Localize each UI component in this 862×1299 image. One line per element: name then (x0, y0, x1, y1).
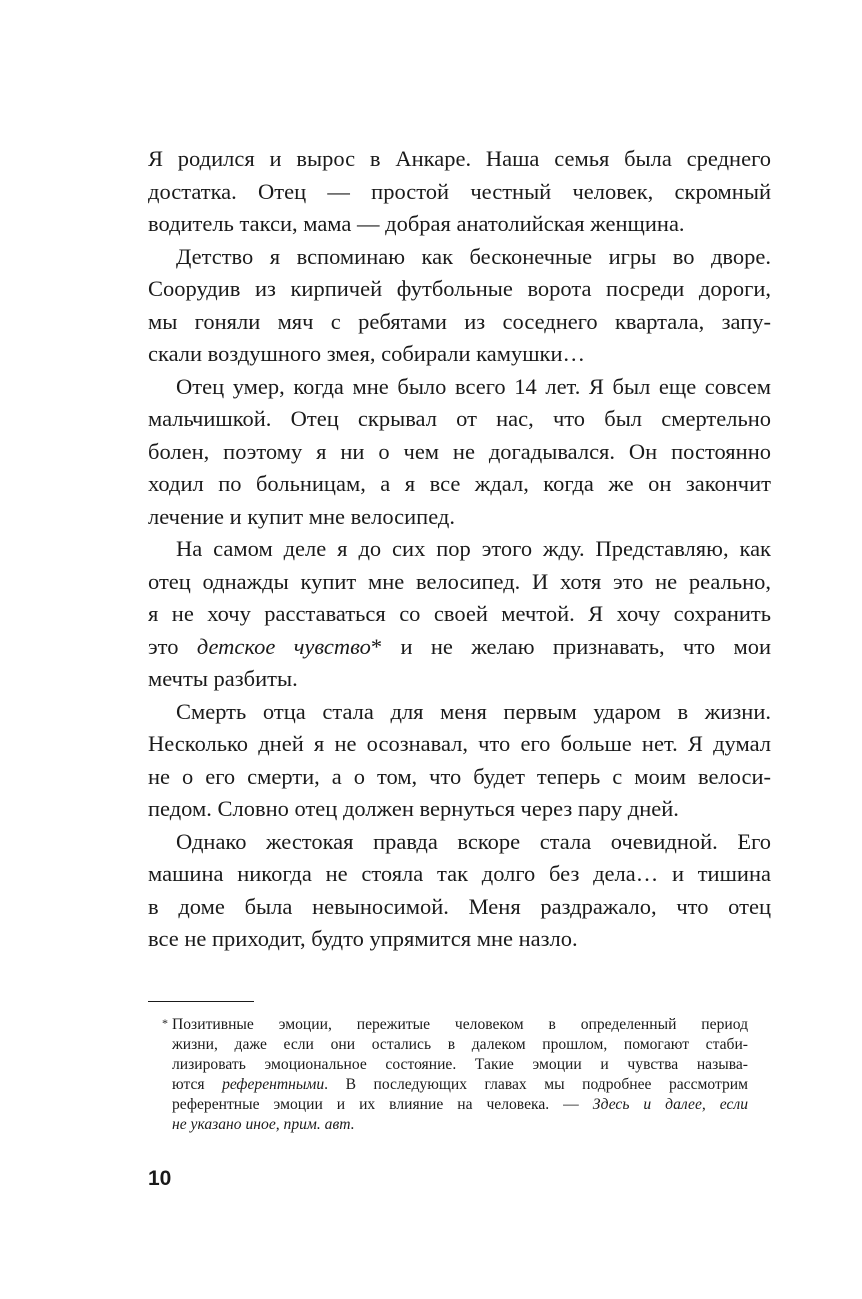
text-line (148, 371, 771, 404)
paragraph (148, 143, 771, 241)
text-line (148, 176, 771, 209)
text-line (172, 1015, 748, 1035)
paragraph (148, 826, 771, 956)
footnote-marker: * (162, 1016, 168, 1030)
text-line (148, 306, 771, 339)
text-segment: в доме была невыносимой. Меня раздражало, что отец (148, 893, 771, 919)
text-segment: водитель такси, мама — добрая анатолийская женщина. (148, 211, 685, 236)
text-line (148, 273, 771, 306)
text-line (148, 696, 771, 729)
paragraph (148, 241, 771, 371)
text-segment: достатка. Отец — простой честный человек, скромный (148, 178, 771, 204)
text-line (172, 1115, 748, 1135)
text-segment: референтные эмоции и их влияние на человека. — (172, 1096, 593, 1113)
text-segment: педом. Словно отец должен вернуться через пару дней. (148, 796, 679, 821)
italic-text: Здесь и далее, если (592, 1096, 749, 1113)
text-segment: Детство я вспоминаю как бесконечные игры во дворе. (176, 243, 771, 269)
text-line (172, 1095, 748, 1115)
main-text (148, 143, 771, 956)
text-segment: Несколько дней я не осознавал, что его больше нет. Я думал (148, 731, 771, 756)
text-line (148, 761, 771, 794)
text-segment: лечение и купит мне велосипед. (148, 503, 455, 529)
footnote (162, 1015, 749, 1135)
text-segment: болен, поэтому я ни о чем не догадывался. Он постоянно (148, 438, 771, 464)
text-segment: все не приходит, будто упрямится мне назло. (148, 926, 578, 951)
text-segment: мальчишкой. Отец скрывал от нас, что был смертельно (148, 406, 771, 431)
text-line (148, 728, 771, 761)
italic-text: референтными (222, 1076, 325, 1093)
text-line (148, 598, 771, 631)
paragraph (148, 533, 771, 696)
text-line (148, 403, 771, 436)
text-segment: ходил по больницам, а я все ждал, когда же он закончит (148, 471, 771, 496)
text-line (172, 1075, 748, 1095)
text-line (148, 143, 771, 176)
text-line (148, 826, 771, 859)
text-line (148, 533, 771, 566)
text-segment: . В последующих главах мы подробнее рассмотрим (324, 1076, 748, 1093)
text-line (148, 891, 771, 924)
text-segment: не о его смерти, а о том, что будет теперь с моим велоси- (148, 763, 771, 789)
text-segment: ются (172, 1076, 223, 1093)
text-line (172, 1035, 748, 1055)
text-line (148, 923, 771, 956)
text-segment: Я родился и вырос в Анкаре. Наша семья была среднего (148, 146, 771, 171)
text-line (172, 1055, 748, 1075)
text-line (148, 566, 771, 599)
text-line (148, 241, 771, 274)
text-line (148, 208, 771, 241)
text-segment: я не хочу расставаться со своей мечтой. Я хочу сохранить (148, 601, 771, 626)
text-segment: Позитивные эмоции, пережитые человеком в определенный период (172, 1016, 748, 1033)
text-line (148, 468, 771, 501)
text-line (148, 631, 771, 664)
text-line (148, 338, 771, 371)
text-line (148, 436, 771, 469)
page-number: 10 (148, 1167, 172, 1190)
text-line (148, 501, 771, 534)
text-segment: Смерть отца стала для меня первым ударом в жизни. (176, 698, 771, 724)
paragraph (148, 371, 771, 534)
text-segment: лизировать эмоциональное состояние. Такие эмоции и чувства называ- (172, 1056, 748, 1073)
italic-text: не указано иное, прим. авт. (172, 1116, 355, 1133)
text-segment: * и не желаю признавать, что мои (370, 633, 771, 659)
footnote-divider (148, 1001, 254, 1002)
italic-text: детское чувство (196, 633, 371, 659)
text-segment: скали воздушного змея, собирали камушки… (148, 341, 586, 366)
text-line (148, 858, 771, 891)
text-segment: машина никогда не стояла так долго без дела… и тишина (148, 861, 771, 886)
text-segment: мечты разбиты. (148, 666, 298, 691)
text-segment: жизни, даже если они остались в далеком прошлом, помогают стаби- (172, 1036, 748, 1053)
text-segment: Однако жестокая правда вскоре стала очевидной. Его (176, 828, 771, 854)
text-segment: мы гоняли мяч с ребятами из соседнего квартала, запу- (148, 308, 771, 334)
text-segment: На самом деле я до сих пор этого жду. Представляю, как (176, 536, 771, 561)
text-segment: Соорудив из кирпичей футбольные ворота посреди дороги, (148, 276, 771, 301)
text-line (148, 793, 771, 826)
text-segment: это (148, 633, 197, 659)
text-segment: отец однажды купит мне велосипед. И хотя это не реально, (148, 568, 771, 594)
paragraph (148, 696, 771, 826)
text-segment: Отец умер, когда мне было всего 14 лет. Я был еще совсем (176, 373, 771, 399)
text-line (148, 663, 771, 696)
